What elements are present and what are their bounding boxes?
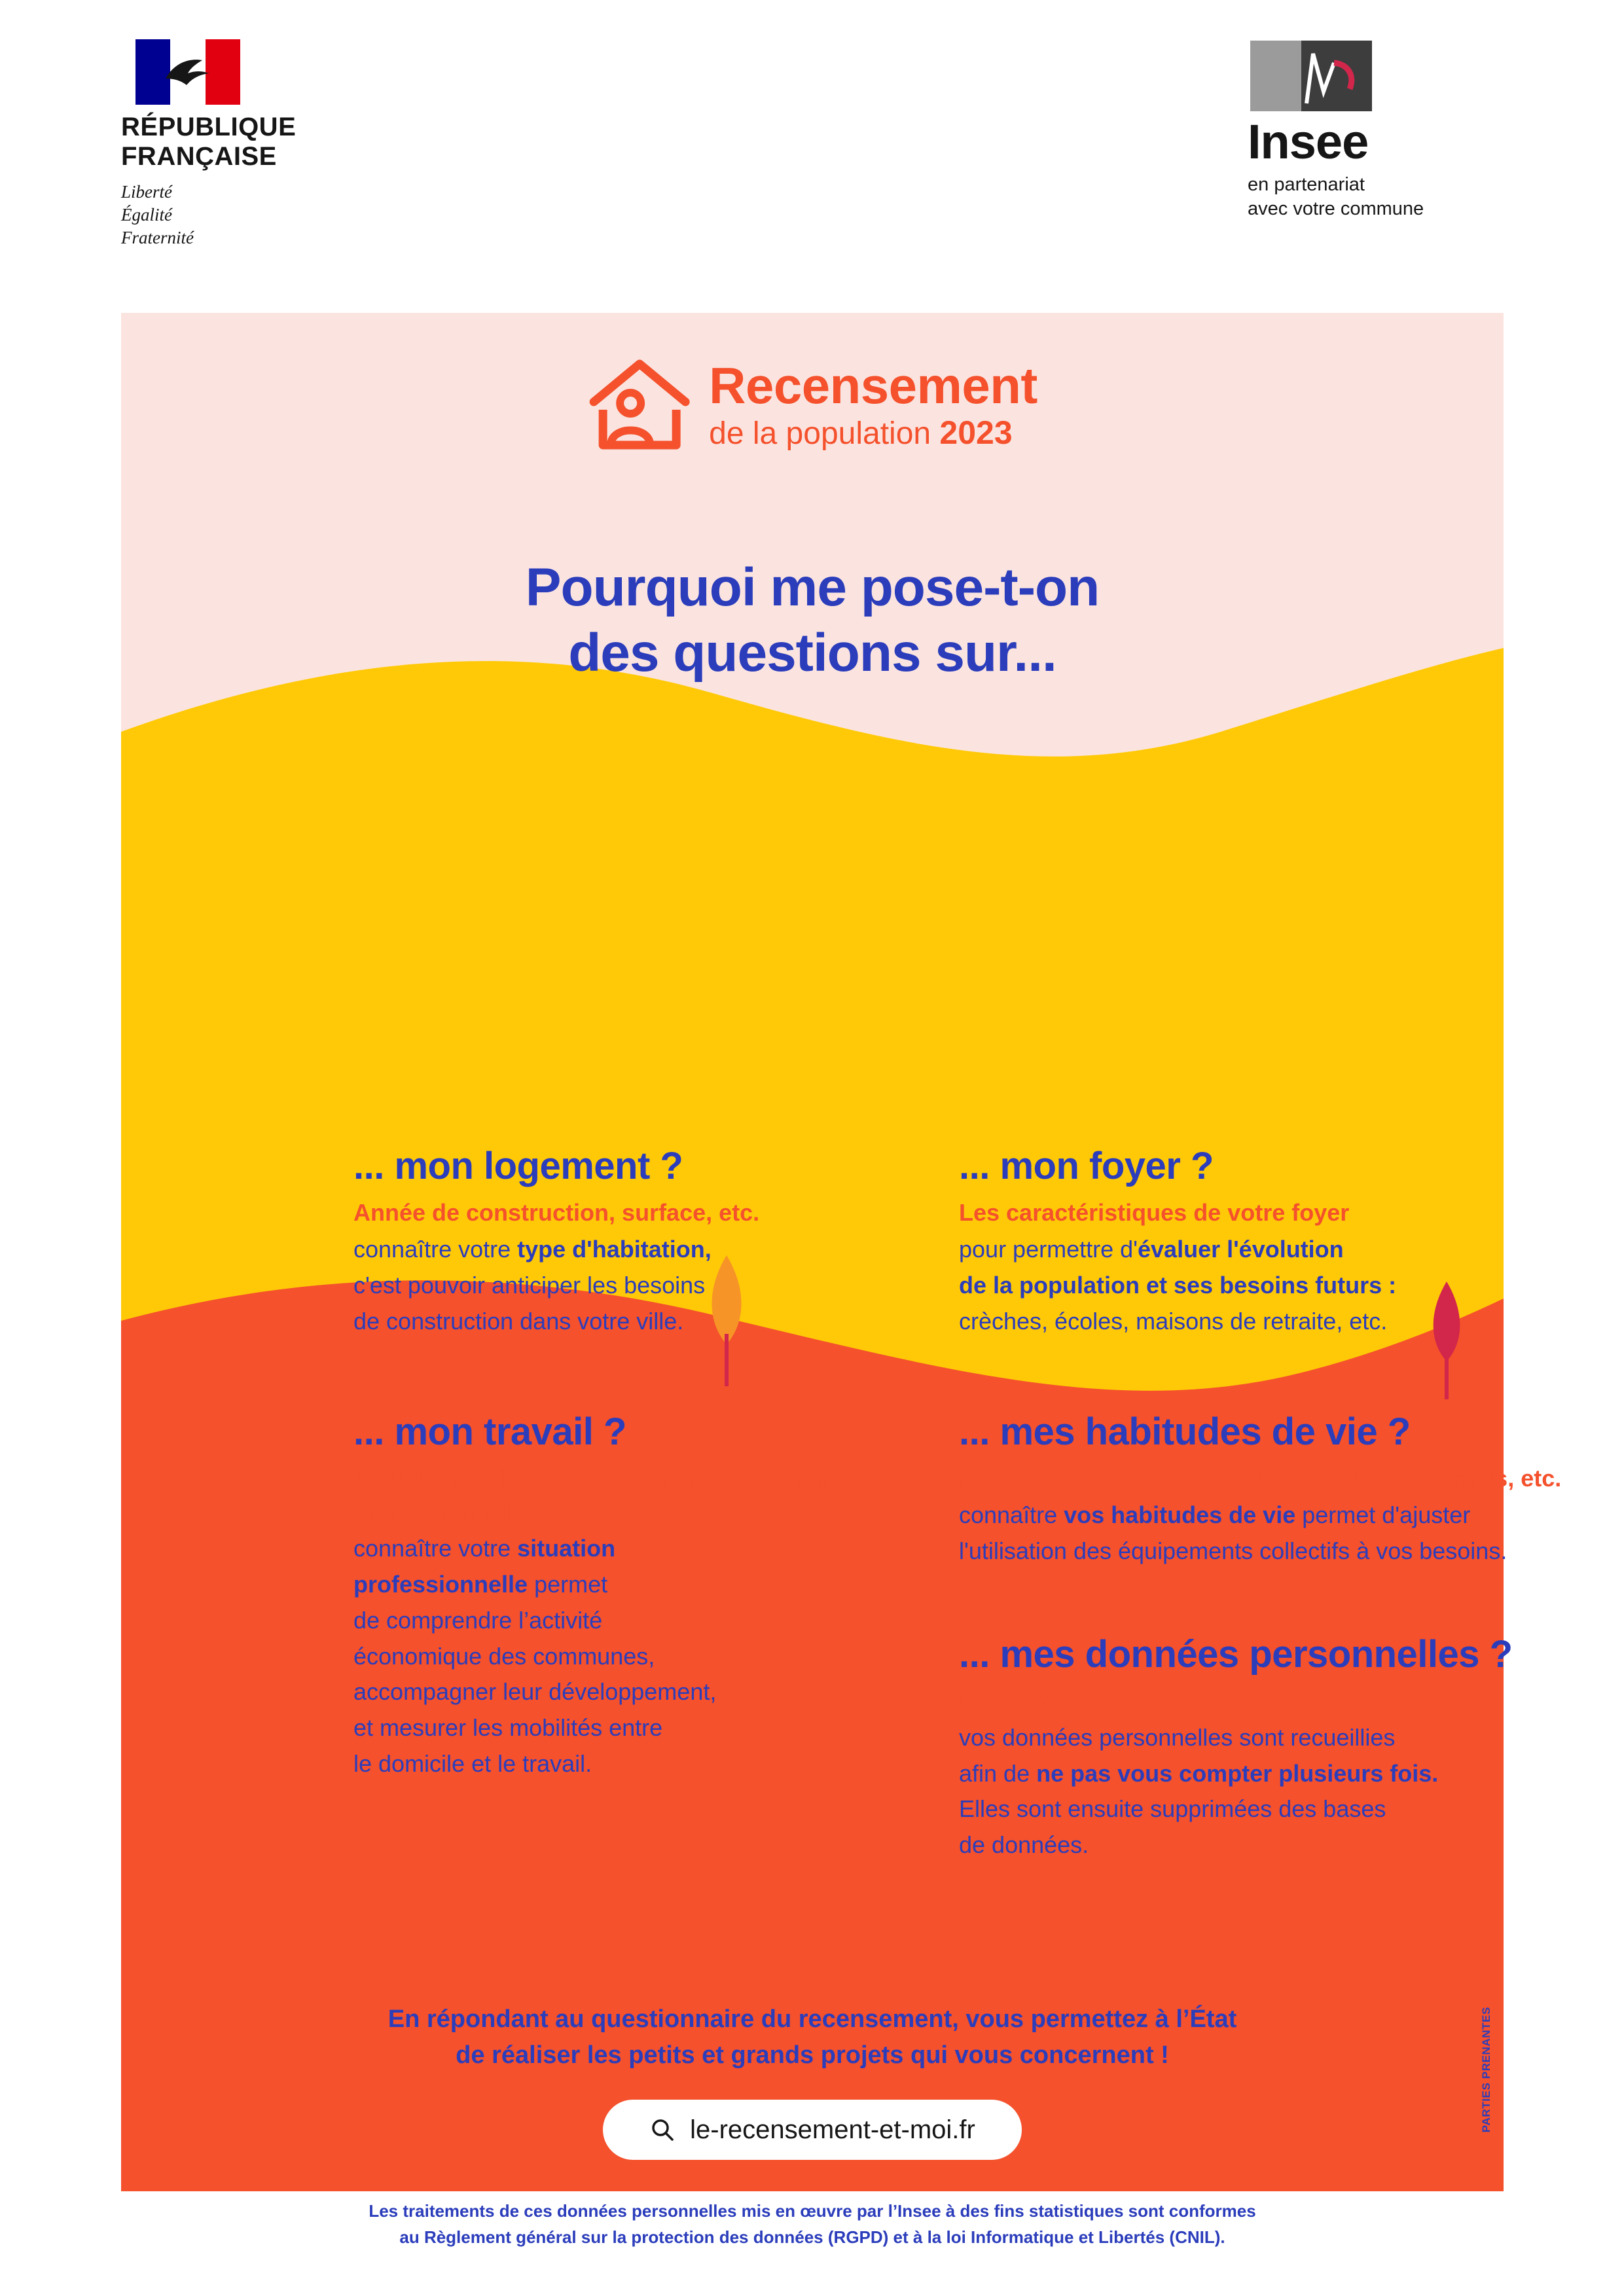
legal-notice: Les traitements de ces données personnelles mis en œuvre par l’Insee à des fins statistiques sont conformes au Règlement général sur la protection des données (RGPD) et à la loi Informatique et Libertés (CNIL).	[369, 2201, 1256, 2248]
block-foyer-body: pour permettre d'évaluer l'évolution de la population et ses besoins futurs : crèches, écoles, maisons de retraite, etc.	[959, 1236, 1397, 1335]
block-habitudes-body: connaître vos habitudes de vie permet d'ajuster l'utilisation des équipements collectifs à vos besoins.	[959, 1501, 1507, 1565]
republic-motto: Liberté Égalité Fraternité	[121, 181, 194, 247]
block-travail	[353, 1410, 877, 1782]
republique-francaise-block	[121, 39, 396, 249]
republic-title: RÉPUBLIQUE FRANÇAISE	[121, 113, 297, 171]
page-header	[0, 0, 1624, 308]
page-title: Pourquoi me pose-t-on des questions sur...	[525, 558, 1100, 683]
column-right	[959, 1144, 1614, 1863]
block-logement	[353, 1144, 877, 1339]
block-donnees-body: vos données personnelles sont recueillies afin de ne pas vous compter plusieurs fois. Elles sont ensuite supprimées des bases de données.	[959, 1723, 1439, 1859]
block-habitudes	[959, 1410, 1614, 1570]
marianne-icon	[162, 52, 217, 92]
recensement-logo	[587, 353, 1038, 458]
block-foyer	[959, 1144, 1614, 1339]
block-habitudes-lead: Modes de transport, scolarisation de vos enfants, etc.	[959, 1465, 1562, 1492]
block-donnees	[959, 1632, 1614, 1863]
block-donnees-heading: ... mes données personnelles ?	[959, 1632, 1513, 1676]
website-button[interactable]	[603, 2100, 1022, 2160]
block-logement-body: connaître votre type d'habitation, c'est pouvoir anticiper les besoins de construction dans votre ville.	[353, 1236, 712, 1335]
recensement-wordmark: Recensement	[709, 357, 1038, 415]
website-url: le-recensement-et-moi.fr	[690, 2115, 975, 2144]
block-travail-heading: ... mon travail ?	[353, 1410, 626, 1454]
block-logement-heading: ... mon logement ?	[353, 1145, 683, 1187]
block-habitudes-heading: ... mes habitudes de vie ?	[959, 1410, 1411, 1454]
search-icon	[649, 2117, 676, 2143]
insee-wordmark: Insee	[1248, 115, 1369, 169]
block-logement-lead: Année de construction, surface, etc.	[353, 1199, 760, 1226]
block-donnees-lead: Nom, prénom, etc.	[959, 1687, 1165, 1714]
poster-body	[121, 313, 1562, 2248]
house-person-icon	[587, 353, 692, 458]
block-travail-body: connaître votre situation professionnelle permet de comprendre l’activité économique des communes, accompagner leur développement, et mesurer les mobilités entre le domicile et le travail.	[353, 1535, 717, 1777]
french-flag-icon	[135, 39, 240, 105]
insee-block	[1248, 41, 1496, 221]
side-note: PARTIES PRENANTES	[1480, 2006, 1492, 2132]
insee-logo-icon	[1250, 41, 1372, 111]
block-foyer-heading: ... mon foyer ?	[959, 1145, 1214, 1187]
block-travail-lead: Lieu de travail, secteur d’activité, situation professionnelle, etc.	[353, 1465, 829, 1526]
recensement-subline: de la population 2023	[709, 414, 1013, 452]
call-to-action: En répondant au questionnaire du recensement, vous permettez à l’État de réaliser les petits et grands projets qui vous concernent !	[388, 2005, 1237, 2070]
insee-subtitle: en partenariat avec votre commune	[1248, 174, 1424, 220]
block-foyer-lead: Les caractéristiques de votre foyer	[959, 1199, 1350, 1226]
column-left	[353, 1144, 877, 1782]
